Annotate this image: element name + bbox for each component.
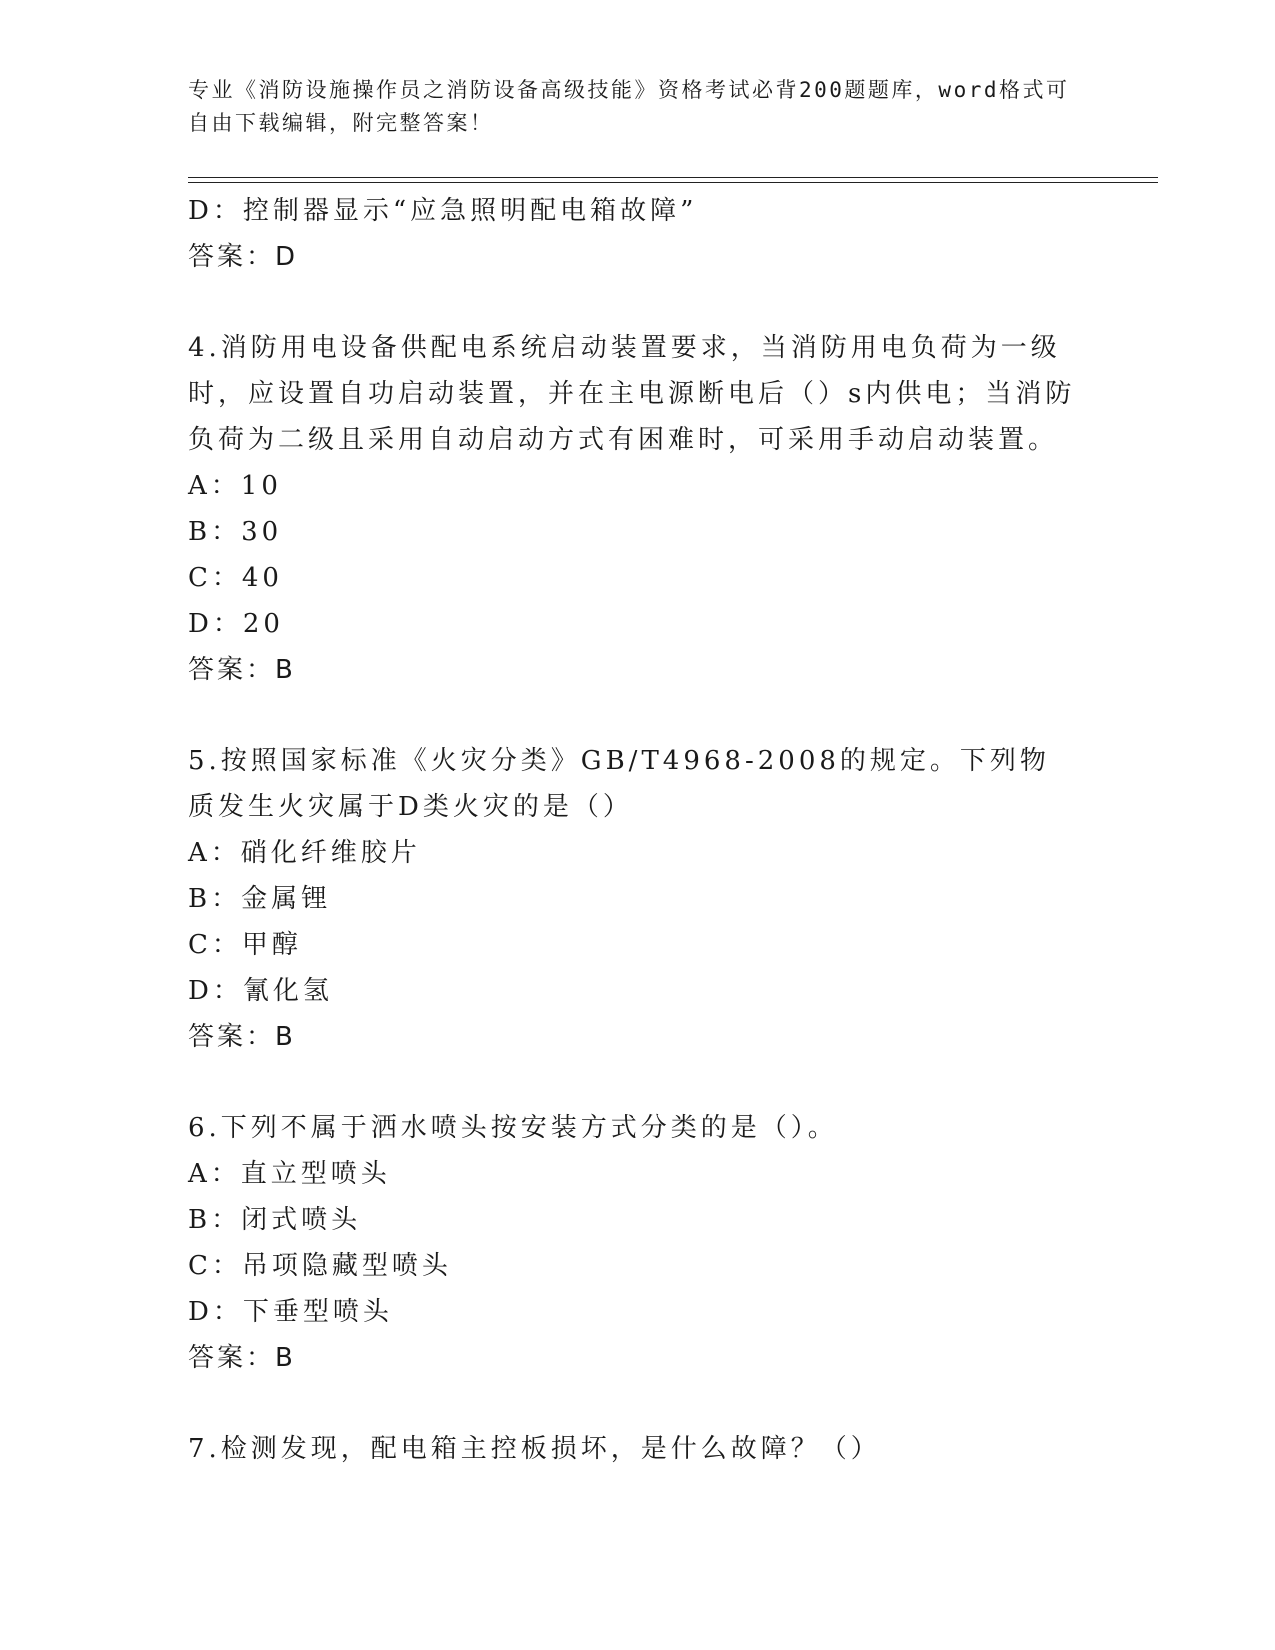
option-b: B：闭式喷头: [188, 1205, 362, 1235]
option-a: A：10: [188, 471, 282, 501]
option-c: C：甲醇: [188, 930, 302, 960]
option-d: D：20: [188, 609, 284, 639]
option-c: C：40: [188, 563, 283, 593]
question-text: 5.按照国家标准《火灾分类》GB/T4968-2008的规定。下列物质发生火灾属于D类火灾的是（）: [188, 746, 1050, 822]
question-text: 6.下列不属于洒水喷头按安装方式分类的是（）。: [188, 1113, 838, 1143]
header-divider-bottom: [188, 182, 1158, 183]
option-c: C：吊项隐藏型喷头: [188, 1251, 452, 1281]
header-divider-top: [188, 177, 1158, 178]
question-7: [188, 1426, 1088, 1472]
option-b: B：金属锂: [188, 884, 332, 914]
question-6: [188, 1105, 1088, 1381]
prev-option-d: D：控制器显示“应急照明配电箱故障”: [188, 196, 698, 226]
spacer: [188, 693, 1088, 738]
option-b: B：30: [188, 517, 283, 547]
spacer: [188, 280, 1088, 325]
question-4: [188, 325, 1088, 693]
question-text: 7.检测发现，配电箱主控板损坏，是什么故障？（）: [188, 1434, 881, 1464]
option-a: A：直立型喷头: [188, 1159, 391, 1189]
spacer: [188, 1381, 1088, 1426]
answer: 答案：B: [188, 655, 296, 685]
answer: 答案：B: [188, 1022, 296, 1052]
option-d: D：氰化氢: [188, 976, 333, 1006]
option-a: A：硝化纤维胶片: [188, 838, 421, 868]
question-5: [188, 738, 1088, 1060]
spacer: [188, 1060, 1088, 1105]
option-d: D：下垂型喷头: [188, 1297, 393, 1327]
prev-answer: 答案：D: [188, 242, 299, 272]
question-text: 4.消防用电设备供配电系统启动装置要求，当消防用电负荷为一级时，应设置自功启动装置，并在主电源断电后（）s内供电；当消防负荷为二级且采用自动启动方式有困难时，可采用手动启动装置。: [188, 333, 1076, 455]
document-header: 专业《消防设施操作员之消防设备高级技能》资格考试必背200题题库，word格式可自由下载编辑，附完整答案！: [188, 78, 1070, 135]
answer: 答案：B: [188, 1343, 296, 1373]
question-list: [188, 188, 1088, 1472]
